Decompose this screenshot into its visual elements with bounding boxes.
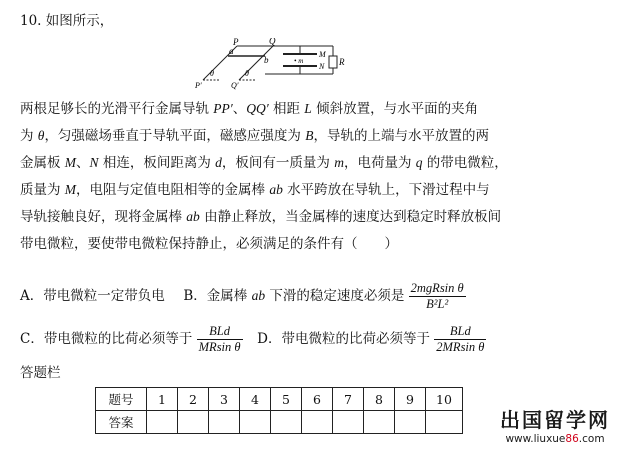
question-line: 金属板 M、N 相连，板间距离为 d，板间有一质量为 m，电荷量为 q 的带电微粒，: [20, 155, 508, 171]
answer-cell-9[interactable]: [395, 411, 426, 434]
answer-cell-1[interactable]: [147, 411, 178, 434]
option-a: A．带电微粒一定带负电: [20, 288, 165, 304]
answer-cell-4[interactable]: [240, 411, 271, 434]
question-line: 两根足够长的光滑平行金属导轨 PP′、QQ′ 相距 L 倾斜放置，与水平面的夹角: [20, 101, 479, 117]
number-cell: 5: [271, 388, 302, 411]
label-q-prime: Q′: [231, 81, 239, 90]
number-cell: 6: [302, 388, 333, 411]
watermark-logo: [500, 404, 610, 445]
answer-cell-10[interactable]: [426, 411, 463, 434]
answer-cell-7[interactable]: [333, 411, 364, 434]
answer-cell-5[interactable]: [271, 411, 302, 434]
number-cell: 4: [240, 388, 271, 411]
question-line: 为 θ，匀强磁场垂直于导轨平面，磁感应强度为 B，导轨的上端与水平放置的两: [20, 128, 489, 144]
label-p-prime: P′: [195, 81, 202, 90]
label-particle-m: • m: [294, 57, 304, 65]
option-d: D．带电微粒的比荷必须等于 $\frac{\text{BLd}}{\text{2MRsin θ}}$: [257, 324, 485, 354]
watermark-url: www.liuxue86.com: [505, 433, 605, 445]
question-line: 导轨接触良好，现将金属棒 ab 由静止释放，当金属棒的速度达到稳定时释放板间: [20, 209, 502, 225]
question-header: [20, 9, 113, 29]
label-r: R: [339, 57, 345, 67]
answer-header: 答案: [96, 411, 147, 434]
answer-bar-title: 答题栏: [20, 365, 61, 381]
number-cell: 2: [178, 388, 209, 411]
label-theta-1: θ: [210, 69, 214, 78]
resistor: [329, 56, 337, 68]
answer-table-number-row: [96, 388, 463, 411]
label-n-plate: N: [319, 62, 325, 71]
rail-circuit-figure: [195, 38, 365, 90]
question-line: 带电微粒，要使带电微粒保持静止，必须满足的条件有（ ）: [20, 236, 398, 252]
number-cell: 7: [333, 388, 364, 411]
label-theta-2: θ: [245, 69, 249, 78]
label-b: b: [264, 55, 269, 65]
question-number: 10.: [20, 13, 42, 29]
question-intro: 如图所示，: [45, 13, 114, 29]
option-d-fraction: $\frac{\text{BLd}}{\text{2MRsin θ}}$: [436, 324, 485, 354]
label-p: P: [233, 38, 239, 47]
answer-cell-2[interactable]: [178, 411, 209, 434]
option-b: B．金属棒 ab 下滑的稳定速度必须是 $\frac{\text{2mgRsin θ}}{\text{B²L²}}$: [183, 281, 464, 311]
option-c-fraction: $\frac{\text{BLd}}{\text{MRsin θ}}$: [198, 324, 241, 354]
number-cell: 1: [147, 388, 178, 411]
options-row-cd: [20, 324, 486, 355]
option-c: C．带电微粒的比荷必须等于 $\frac{\text{BLd}}{\text{MRsin θ}}$: [20, 324, 241, 354]
answer-table: [95, 387, 463, 434]
label-m-plate: M: [319, 50, 326, 59]
answer-table-answer-row: [96, 411, 463, 434]
answer-cell-3[interactable]: [209, 411, 240, 434]
number-header: 题号: [96, 388, 147, 411]
number-cell: 8: [364, 388, 395, 411]
label-q: Q: [269, 38, 276, 46]
question-line: 质量为 M，电阻与定值电阻相等的金属棒 ab 水平跨放在导轨上，下滑过程中与: [20, 182, 490, 198]
watermark-name: 出国留学网: [500, 408, 610, 432]
answer-cell-6[interactable]: [302, 411, 333, 434]
number-cell: 10: [426, 388, 463, 411]
options-row-ab: [20, 281, 466, 312]
option-b-fraction: $\frac{\text{2mgRsin θ}}{\text{B²L²}}$: [410, 281, 464, 311]
number-cell: 9: [395, 388, 426, 411]
label-a: a: [229, 46, 234, 56]
answer-cell-8[interactable]: [364, 411, 395, 434]
number-cell: 3: [209, 388, 240, 411]
